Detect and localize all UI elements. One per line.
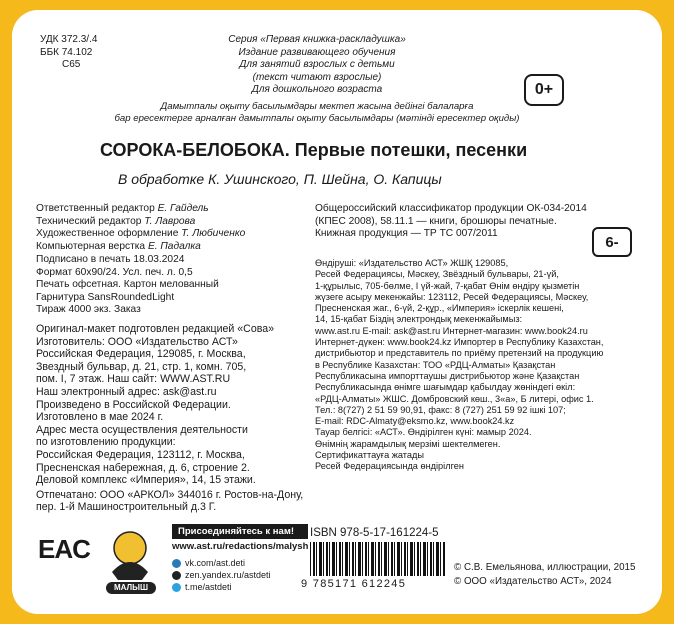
publisher-line: Российская Федерация, 123112, г. Москва,	[36, 448, 245, 461]
editor-name: Т. Лаврова	[144, 215, 196, 227]
publisher-line: Российская Федерация, 129085, г. Москва,	[36, 348, 246, 361]
age-badge-right: 6-	[592, 227, 632, 257]
age-rating-badge: 0+	[524, 74, 564, 106]
series-line: Для занятий взрослых с детьми	[239, 59, 395, 70]
print-line: Гарнитура SansRoundedLight	[36, 291, 175, 303]
telegram-icon	[172, 583, 181, 592]
kz-line: бар ересектерге арналған дамытпалы оқыту басылымдары (мәтінді ересектер оқиды)	[114, 113, 520, 124]
series-line: (текст читают взрослые)	[252, 71, 382, 83]
publisher-line: Наш электронный адрес: ask@ast.ru	[36, 385, 217, 398]
imprint-page	[12, 10, 662, 614]
editor-name: Е. Гайдель	[157, 203, 209, 214]
print-info-block	[36, 254, 219, 317]
publisher-line: по изготовлению продукции:	[36, 436, 176, 449]
kz-info-line: Республикасына импорттаушы дистрибьютор және Қазақстан	[315, 370, 580, 381]
social-link-zen[interactable]: zen.yandex.ru/astdeti	[172, 570, 308, 580]
join-banner: Присоединяйтесь к нам!	[172, 524, 308, 539]
copyright-line: © ООО «Издательство АСТ», 2024	[454, 576, 612, 587]
kz-info-line: Өндіруші: «Издательство АСТ» ЖШҚ 129085,	[315, 258, 509, 268]
editors-block	[36, 203, 245, 253]
editor-role: Технический редактор	[36, 215, 145, 227]
kz-info-line: 14, 15-қабат Біздің электрондық мекенжайымыз:	[315, 314, 523, 325]
barcode	[310, 542, 446, 576]
udk-block	[40, 34, 97, 72]
publisher-line: Звездный бульвар, д. 21, стр. 1, комн. 705,	[36, 360, 247, 373]
editor-row	[36, 228, 245, 241]
zen-icon	[172, 571, 181, 580]
kz-info-line: Ресей Федерациясында өндірілген	[315, 461, 464, 472]
publisher-line: Отпечатано: ООО «АРКОЛ» 344016 г. Ростов-на-Дону,	[36, 488, 304, 501]
kz-info-line: Республикасында өнімге шағымдар қабылдау жөніндегі өкіл:	[315, 382, 576, 393]
okp-line: Общероссийский классификатор продукции ОК-034-2014	[315, 203, 587, 214]
kz-info-line: www.ast.ru E-mail: ask@ast.ru Интернет-магазин: www.book24.ru	[315, 325, 588, 336]
publisher-line: Пресненская набережная, д. 6, строение 2.	[36, 461, 250, 474]
publisher-line: Оригинал-макет подготовлен редакцией «Сова»	[36, 323, 275, 335]
print-line: Формат 60х90/24. Усл. печ. л. 0,5	[36, 266, 193, 278]
kz-info-line: Сертификаттауға жатады	[315, 450, 424, 461]
print-line: Подписано в печать 18.03.2024	[36, 254, 185, 265]
series-line: Для дошкольного возраста	[251, 84, 383, 95]
editor-row	[36, 216, 245, 229]
eac-mark: EAC	[38, 534, 90, 564]
kz-info-line: Пресненская жаг., 6-үй, 2-құр., «Империя» іскерлік кешені,	[315, 303, 564, 314]
kz-info-line: Тел.: 8(727) 2 51 59 90,91, факс: 8 (727) 251 59 92 ішкі 107;	[315, 404, 566, 415]
series-line: Издание развивающего обучения	[238, 46, 396, 58]
vk-icon	[172, 559, 181, 568]
kz-info-line: в Республике Казахстан: ТОО «РДЦ-Алматы» Қазақстан	[315, 359, 556, 370]
kz-line: Дамытпалы оқыту басылымдары мектеп жасына дейінгі балаларға	[160, 101, 474, 112]
series-line: Серия «Первая книжка-раскладушка»	[228, 34, 406, 45]
editor-row	[36, 241, 245, 254]
copyright-line: © С.В. Емельянова, иллюстрации, 2015	[454, 562, 636, 573]
barcode-digits: 9 785171 612245	[301, 578, 407, 590]
copyright-block	[454, 561, 635, 589]
publisher-line: Произведено в Российской Федерации.	[36, 398, 231, 411]
isbn: ISBN 978-5-17-161224-5	[310, 527, 439, 539]
kz-info-line: «РДЦ-Алматы» ЖШС. Домбровский көш., 3«а», Б литері, офис 1.	[315, 393, 594, 404]
social-block	[172, 524, 308, 592]
editor-role: Художественное оформление	[36, 228, 182, 239]
series-block	[194, 34, 440, 97]
kz-info-line: Өнімнің жарамдылық мерзімі шектелмеген.	[315, 438, 501, 449]
logo-text: МАЛЫШ	[113, 583, 149, 592]
book-subtitle: В обработке К. Ушинского, П. Шейна, О. Капицы	[118, 171, 442, 187]
malysh-logo	[102, 522, 160, 598]
kz-info-block	[315, 258, 645, 473]
kz-info-line: E-mail: RDC-Almaty@eksmo.kz, www.book24.kz	[315, 416, 515, 427]
kz-info-line: 1-құрылыс, 705-бөлме, I үй-жай, 7-қабат Өнім өндіру қызметін	[315, 280, 580, 291]
editor-name: Т. Любиченко	[181, 228, 246, 239]
kz-info-line: дистрибьютор и представитель по приёму претензий на продукцию	[315, 348, 604, 359]
publisher-block	[36, 323, 318, 514]
publisher-line: Изготовитель: ООО «Издательство АСТ»	[36, 335, 238, 348]
kz-info-line: Интернет-дүкен: www.book24.kz Импортер в Республику Казахстан,	[315, 337, 604, 348]
okp-block	[315, 203, 587, 241]
okp-line: (КПЕС 2008), 58.11.1 — книги, брошюры печатные.	[315, 215, 557, 227]
print-line: Печать офсетная. Картон мелованный	[36, 279, 219, 290]
publisher-line: пом. I, 7 этаж. Наш сайт: WWW.AST.RU	[36, 373, 231, 386]
bbk-line: ББК 74.102	[40, 46, 93, 58]
kz-info-line: Ресей Федерациясы, Мәскеу, Звёздный бульвары, 21-үй,	[315, 269, 559, 280]
kz-info-line: жүзеге асыру мекенжайы: 123112, Ресей Федерациясы, Мәскеу,	[315, 291, 589, 302]
kz-series-block	[82, 101, 552, 125]
print-line: Тираж 4000 экз. Заказ	[36, 304, 141, 315]
kz-info-line: Тауар белгісі: «АСТ». Өндірілген күні: мамыр 2024.	[315, 427, 532, 438]
okp-line: Книжная продукция — ТР ТС 007/2011	[315, 228, 498, 239]
editor-row	[36, 203, 245, 216]
editor-name: Е. Падалка	[147, 240, 201, 252]
social-link-telegram[interactable]: t.me/astdeti	[172, 582, 308, 592]
book-title: СОРОКА-БЕЛОБОКА. Первые потешки, песенки	[100, 140, 528, 160]
publisher-line: Деловой комплекс «Империя», 14, 15 этажи.	[36, 474, 256, 487]
code-line: С65	[62, 59, 81, 70]
social-url[interactable]: www.ast.ru/redactions/malysh	[172, 541, 309, 552]
editor-role: Ответственный редактор	[36, 203, 158, 214]
publisher-line: Адрес места осуществления деятельности	[36, 423, 248, 436]
editor-role: Компьютерная верстка	[36, 240, 148, 252]
udk-line: УДК 372.3/.4	[40, 34, 98, 45]
publisher-line: пер. 1-й Машиностроительный д.3 Г.	[36, 501, 217, 514]
publisher-line: Изготовлено в мае 2024 г.	[36, 411, 164, 424]
social-link-vk[interactable]: vk.com/ast.deti	[172, 558, 308, 568]
